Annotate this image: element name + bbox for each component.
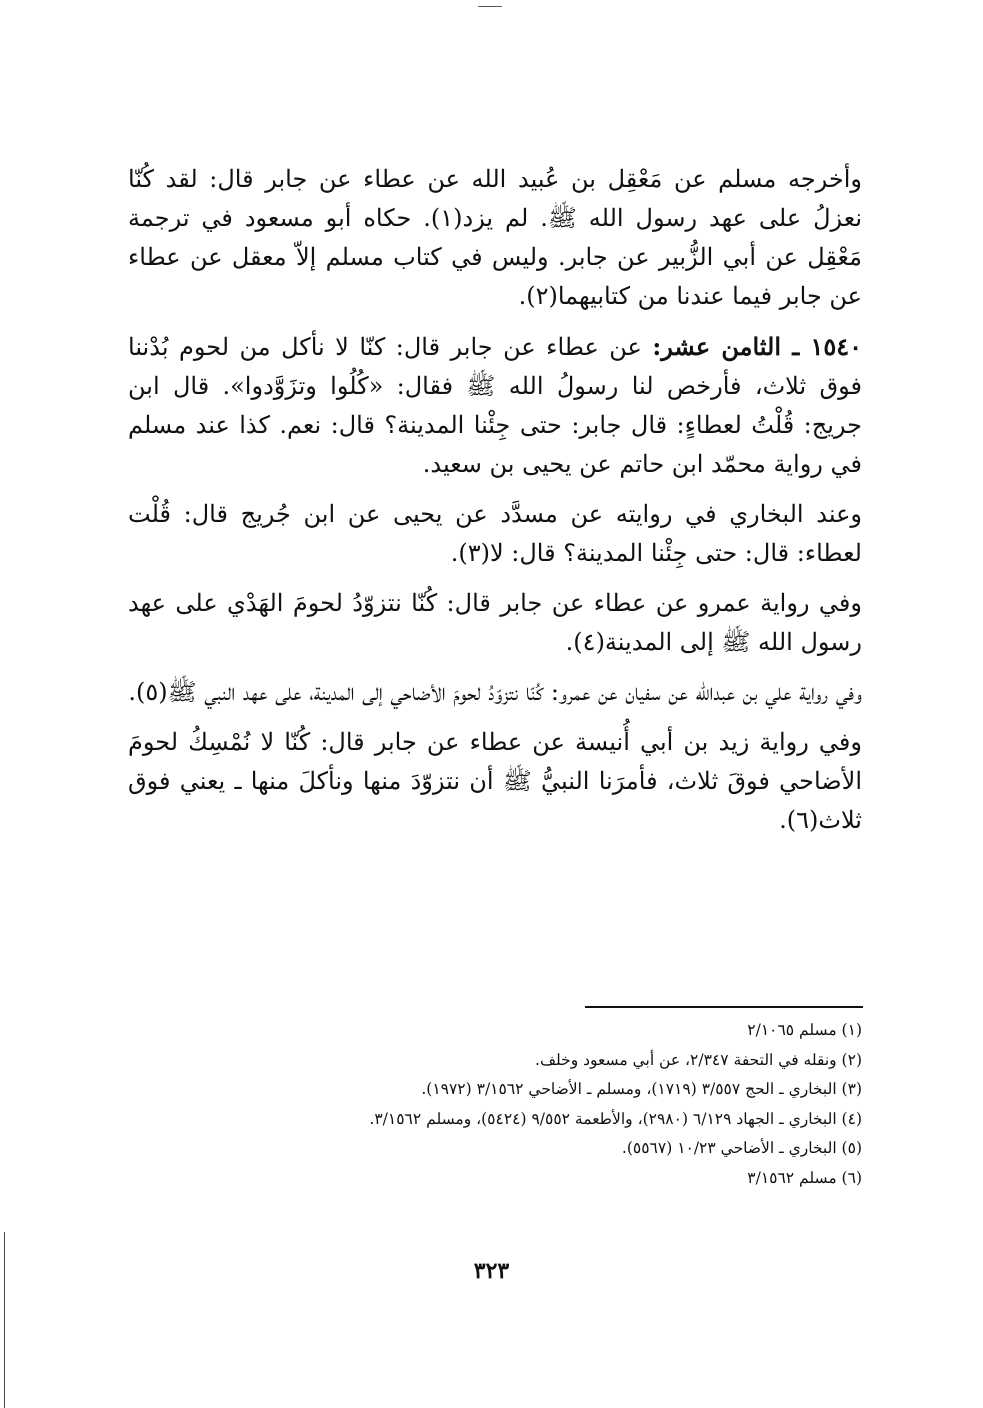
hadith-number: ١٥٤٠ ـ الثامن عشر: [652,332,863,361]
scan-edge-line [4,1232,5,1408]
paragraph-text: وفي رواية عمرو عن عطاء عن جابر قال: كُنّا نتزوّدُ لحومَ الهَدْي على عهد رسول الله ﷺ إلى المدينة(٤). [128,589,862,656]
footnote: (٢) ونقله في التحفة ٢/٣٤٧، عن أبي مسعود وخلف. [535,1050,862,1069]
paragraph-text: وفي رواية علي بن عبدالله عن سفيان عن عمرو: كُنّا نتزوّدُ لحومَ الأضاحي إلى المدينة، على عهد النبي ﷺ(٥). [128,678,862,706]
page-number: ٣٢٣ [473,1258,510,1284]
paragraph-text: وأخرجه مسلم عن مَعْقِل بن عُبيد الله عن عطاء عن جابر قال: لقد كُنّا نعزلُ على عهد رسول الله ﷺ. لم يزد(١). حكاه أبو مسعود في ترجمة مَعْقِل عن أبي الزُّبير عن جابر. وليس في كتاب مسلم إلاّ معقل عن عطاء عن جابر فيما عندنا من كتابيهما(٢). [128,165,863,310]
footnote-divider [585,1006,863,1008]
footnote: (١) مسلم ٢/١٠٦٥ [747,1021,862,1039]
hadith-entry [128,327,862,484]
footnote: (٤) البخاري ـ الجهاد ٦/١٢٩ (٢٩٨٠)، والأطعمة ٩/٥٥٢ (٥٤٢٤)، ومسلم ٣/١٥٦٢. [369,1109,862,1128]
footnote: (٣) البخاري ـ الحج ٣/٥٥٧ (١٧١٩)، ومسلم ـ الأضاحي ٣/١٥٦٢ (١٩٧٢). [421,1080,862,1098]
paragraph-text: عن عطاء عن جابر قال: كنّا لا نأكل من لحوم بُدْننا فوق ثلاث، فأرخص لنا رسولُ الله ﷺ فقال: «كُلُوا وتزَوَّدوا». قال ابن جريج: قُلْتُ لعطاءٍ: قال جابر: حتى جِئْنا المدينة؟ قال: نعم. كذا عند مسلم في رواية محمّد ابن حاتم عن يحيى بن سعيد. [128,333,862,478]
paragraph [128,584,862,662]
top-scan-mark [478,6,502,7]
paragraph [128,673,862,712]
footnotes [128,1016,862,1193]
footnote: (٦) مسلم ٣/١٥٦٢ [747,1168,862,1187]
paragraph [128,723,862,840]
footnote: (٥) البخاري ـ الأضاحي ١٠/٢٣ (٥٥٦٧). [621,1139,862,1157]
main-text [128,160,862,851]
paragraph [128,160,862,316]
paragraph-text: وعند البخاري في روايته عن مسدَّد عن يحيى عن ابن جُريج قال: قُلْت لعطاء: قال: حتى جِئْنا المدينة؟ قال: لا(٣). [128,500,862,567]
paragraph-text: وفي رواية زيد بن أبي أُنيسة عن عطاء عن جابر قال: كُنّا لا نُمْسِكُ لحومَ الأضاحي فوقَ ثلاث، فأمرَنا النبيُّ ﷺ أن نتزوّدَ منها ونأكلَ منها ـ يعني فوق ثلاث(٦). [128,728,862,834]
paragraph [128,495,862,573]
